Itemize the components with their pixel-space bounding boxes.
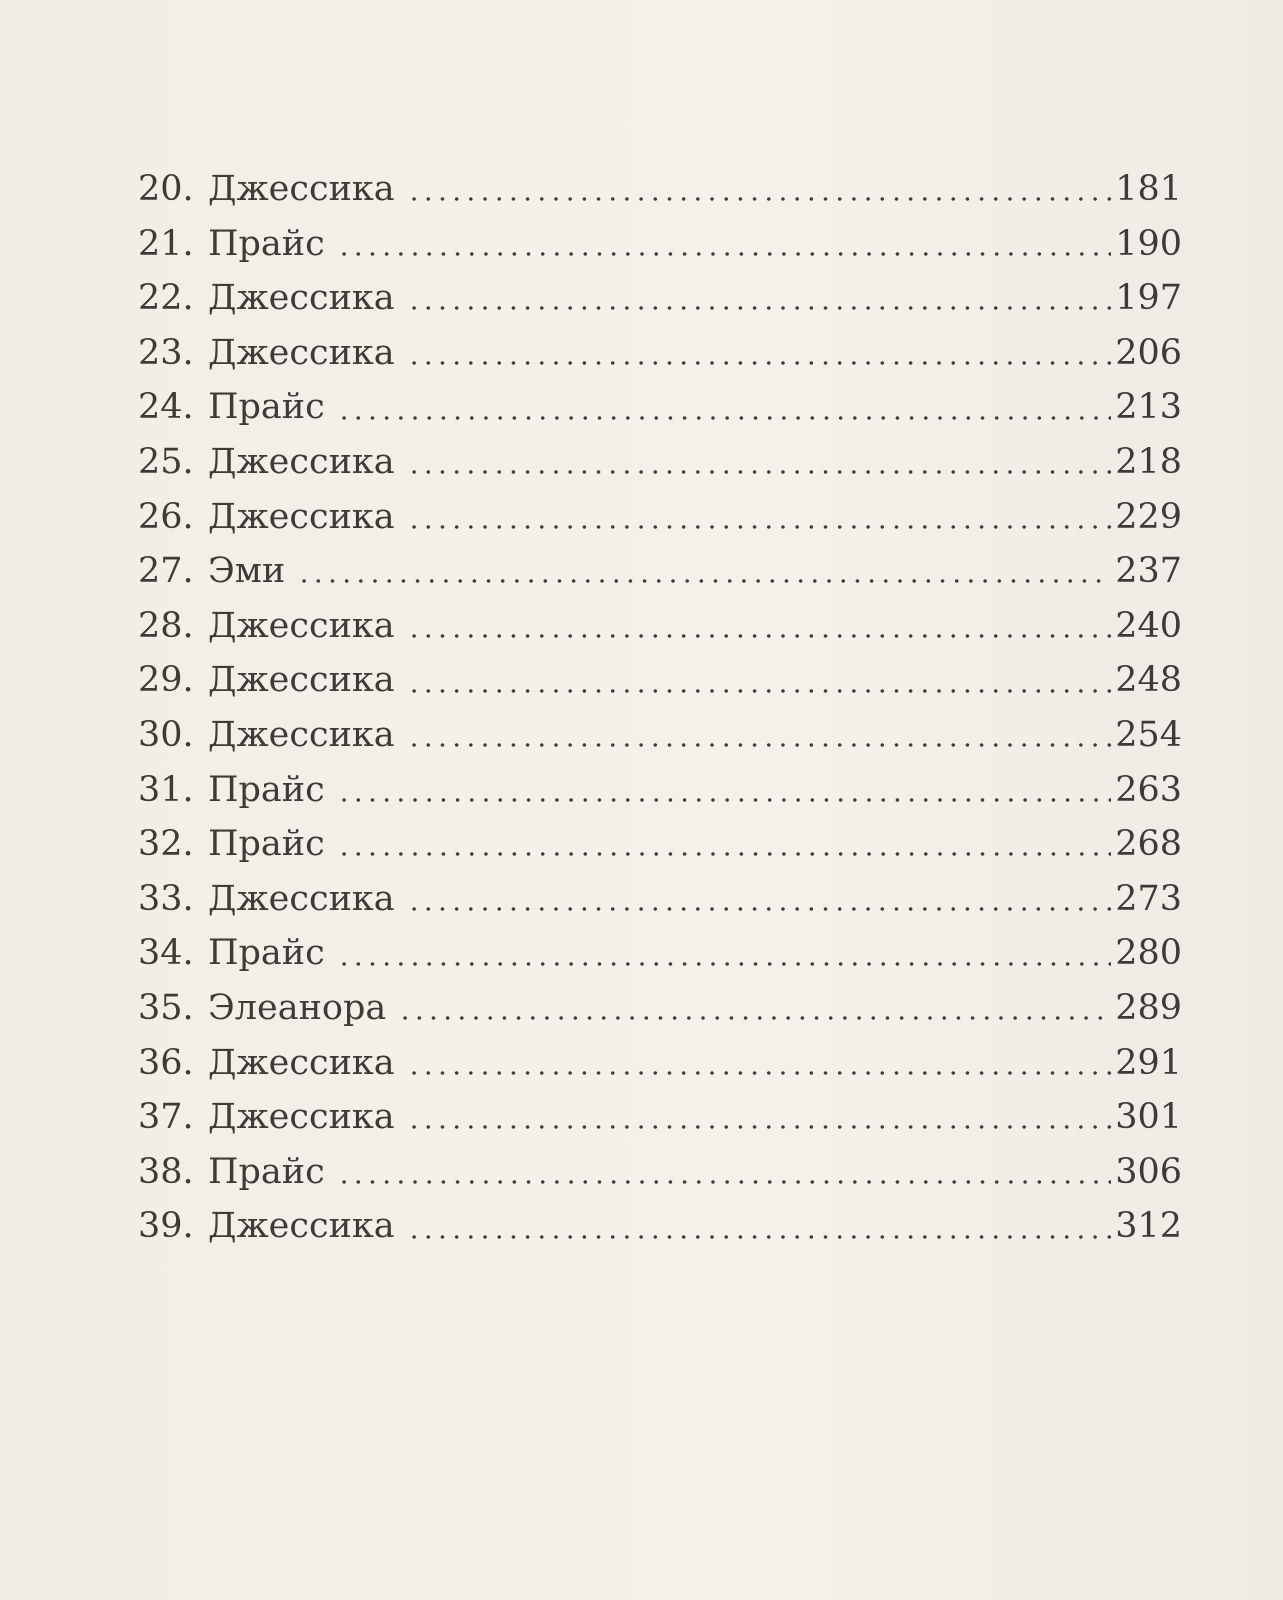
chapter-title: Прайс — [208, 933, 325, 974]
page-number: 291 — [1115, 1042, 1182, 1083]
page-number: 289 — [1115, 987, 1182, 1028]
dot-leader — [407, 469, 1112, 475]
chapter-number: 27. — [138, 551, 194, 592]
chapter-title: Джессика — [208, 714, 395, 755]
toc-entry — [138, 872, 1182, 927]
page-number: 248 — [1115, 660, 1182, 701]
page-number: 197 — [1115, 278, 1182, 319]
page-number: 301 — [1115, 1097, 1182, 1138]
toc-entry — [138, 1036, 1182, 1091]
chapter-number: 29. — [138, 660, 194, 701]
toc-entry — [138, 380, 1182, 435]
page-number: 273 — [1115, 878, 1182, 919]
dot-leader — [407, 1234, 1112, 1240]
toc-entry — [138, 271, 1182, 326]
dot-leader — [407, 906, 1112, 912]
dot-leader — [407, 360, 1112, 366]
dot-leader — [337, 415, 1111, 421]
chapter-title: Джессика — [208, 496, 395, 537]
chapter-title: Джессика — [208, 660, 395, 701]
chapter-title: Джессика — [208, 332, 395, 373]
page-number: 312 — [1115, 1206, 1182, 1247]
chapter-number: 35. — [138, 987, 194, 1028]
chapter-title: Джессика — [208, 1206, 395, 1247]
toc-entry — [138, 653, 1182, 708]
dot-leader — [407, 688, 1112, 694]
dot-leader — [337, 251, 1111, 257]
page-number: 213 — [1115, 387, 1182, 428]
chapter-number: 33. — [138, 878, 194, 919]
chapter-title: Прайс — [208, 387, 325, 428]
dot-leader — [337, 797, 1111, 803]
chapter-number: 36. — [138, 1042, 194, 1083]
chapter-title: Джессика — [208, 605, 395, 646]
chapter-number: 25. — [138, 441, 194, 482]
toc-entry — [138, 217, 1182, 272]
dot-leader — [407, 1124, 1112, 1130]
dot-leader — [337, 1179, 1111, 1185]
chapter-title: Прайс — [208, 824, 325, 865]
page-number: 229 — [1115, 496, 1182, 537]
chapter-title: Прайс — [208, 223, 325, 264]
chapter-title: Прайс — [208, 1151, 325, 1192]
toc-entry — [138, 763, 1182, 818]
table-of-contents — [138, 162, 1182, 1254]
page-number: 181 — [1115, 169, 1182, 209]
toc-entry — [138, 708, 1182, 763]
page-number: 190 — [1115, 223, 1182, 264]
page-number: 263 — [1115, 769, 1182, 810]
page-number: 240 — [1115, 605, 1182, 646]
chapter-number: 34. — [138, 933, 194, 974]
chapter-number: 31. — [138, 769, 194, 810]
chapter-title: Джессика — [208, 878, 395, 919]
page-number: 218 — [1115, 441, 1182, 482]
toc-entry — [138, 1090, 1182, 1145]
dot-leader — [407, 196, 1112, 202]
chapter-number: 32. — [138, 824, 194, 865]
chapter-number: 21. — [138, 223, 194, 264]
chapter-number: 26. — [138, 496, 194, 537]
toc-entry — [138, 435, 1182, 490]
toc-entry — [138, 981, 1182, 1036]
dot-leader — [297, 578, 1111, 584]
dot-leader — [407, 524, 1112, 530]
page-number: 254 — [1115, 714, 1182, 755]
chapter-title: Джессика — [208, 278, 395, 319]
page-number: 206 — [1115, 332, 1182, 373]
chapter-title: Джессика — [208, 169, 395, 209]
toc-entry — [138, 544, 1182, 599]
dot-leader — [337, 851, 1111, 857]
chapter-title: Эми — [208, 551, 286, 592]
chapter-number: 22. — [138, 278, 194, 319]
chapter-title: Джессика — [208, 1042, 395, 1083]
chapter-number: 38. — [138, 1151, 194, 1192]
chapter-title: Прайс — [208, 769, 325, 810]
dot-leader — [407, 305, 1112, 311]
chapter-number: 24. — [138, 387, 194, 428]
dot-leader — [407, 1070, 1112, 1076]
chapter-number: 37. — [138, 1097, 194, 1138]
chapter-number: 30. — [138, 714, 194, 755]
chapter-number: 39. — [138, 1206, 194, 1247]
dot-leader — [407, 633, 1112, 639]
chapter-number: 20. — [138, 169, 194, 209]
chapter-title: Элеанора — [208, 987, 387, 1028]
toc-entry — [138, 817, 1182, 872]
toc-entry — [138, 599, 1182, 654]
dot-leader — [337, 961, 1111, 967]
page-number: 268 — [1115, 824, 1182, 865]
chapter-title: Джессика — [208, 441, 395, 482]
toc-entry — [138, 326, 1182, 381]
page-number: 280 — [1115, 933, 1182, 974]
dot-leader — [407, 742, 1112, 748]
page-number: 306 — [1115, 1151, 1182, 1192]
toc-entry — [138, 1199, 1182, 1254]
chapter-number: 23. — [138, 332, 194, 373]
toc-entry — [138, 162, 1182, 217]
chapter-number: 28. — [138, 605, 194, 646]
chapter-title: Джессика — [208, 1097, 395, 1138]
toc-entry — [138, 490, 1182, 545]
dot-leader — [398, 1015, 1111, 1021]
toc-entry — [138, 926, 1182, 981]
toc-entry — [138, 1145, 1182, 1200]
page-number: 237 — [1115, 551, 1182, 592]
